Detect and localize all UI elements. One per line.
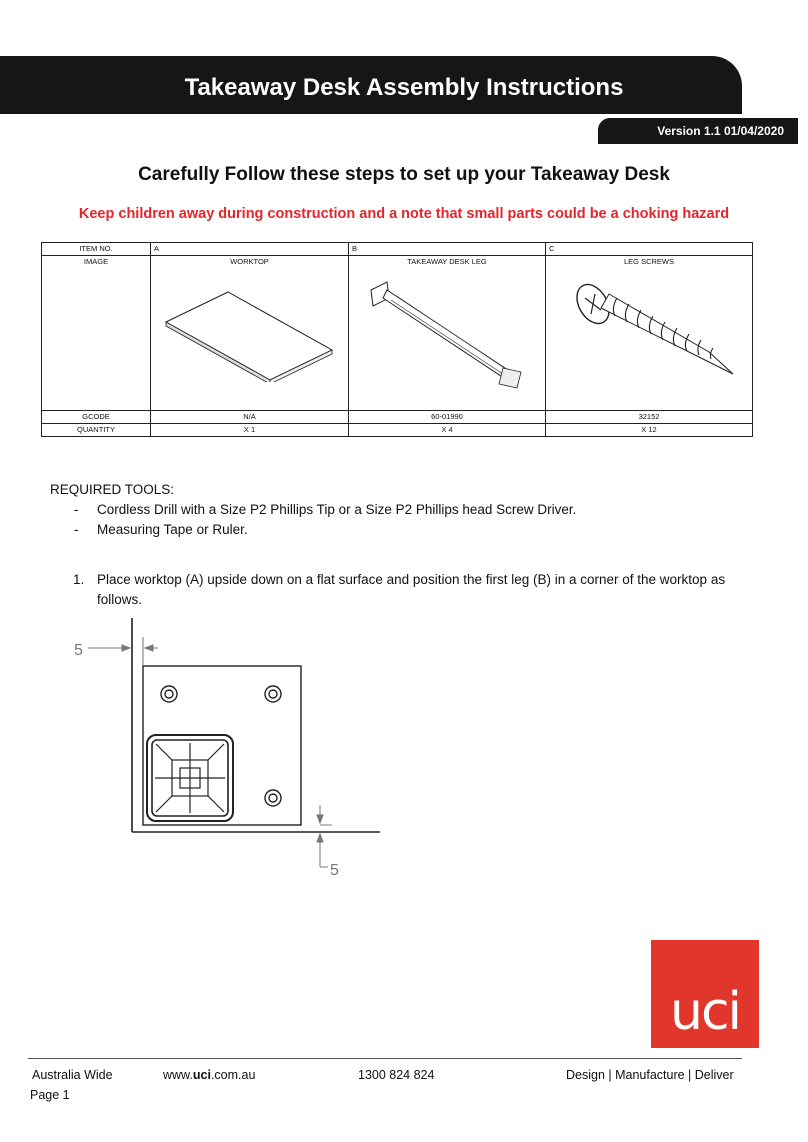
footer-website[interactable] xyxy=(163,1068,255,1082)
row-label-quantity: QUANTITY xyxy=(42,424,151,437)
page-heading: Carefully Follow these steps to set up your Takeaway Desk xyxy=(138,164,670,185)
web-suffix: .com.au xyxy=(210,1068,256,1082)
table-row-item-no xyxy=(42,243,753,256)
tool-item xyxy=(50,520,576,540)
tool-item xyxy=(50,500,576,520)
gcode-b: 60-01990 xyxy=(349,411,546,424)
item-no-b: B xyxy=(349,243,546,256)
tool-bullet: - xyxy=(74,502,79,517)
uci-logo xyxy=(651,940,759,1048)
dimension-label-top: 5 xyxy=(74,642,83,659)
tools-title: REQUIRED TOOLS: xyxy=(50,482,175,497)
item-name-screws: LEG SCREWS xyxy=(623,257,674,266)
tools-list xyxy=(50,500,576,540)
quantity-a: X 1 xyxy=(151,424,349,437)
footer-region: Australia Wide xyxy=(32,1068,113,1082)
step-number: 1. xyxy=(73,572,85,587)
web-prefix: www. xyxy=(163,1068,193,1082)
image-cell-screw xyxy=(546,256,753,411)
document-title: Takeaway Desk Assembly Instructions xyxy=(184,74,624,101)
table-row-gcode xyxy=(42,411,753,424)
desk-leg-image xyxy=(357,272,537,397)
logo-text: uci xyxy=(670,982,740,1042)
row-label-image: IMAGE xyxy=(42,256,151,411)
footer-tagline: Design | Manufacture | Deliver xyxy=(566,1068,734,1082)
image-cell-worktop xyxy=(151,256,349,411)
screw-image xyxy=(559,272,739,387)
dimension-label-bottom: 5 xyxy=(330,862,339,879)
quantity-c: X 12 xyxy=(546,424,753,437)
worktop-image xyxy=(160,272,340,382)
footer-phone: 1300 824 824 xyxy=(358,1068,435,1082)
table-row-image xyxy=(42,256,753,411)
quantity-b: X 4 xyxy=(349,424,546,437)
leg-placement-diagram xyxy=(70,615,380,885)
item-name-worktop: WORKTOP xyxy=(230,257,269,266)
row-label-gcode: GCODE xyxy=(42,411,151,424)
safety-warning: Keep children away during construction and a note that small parts could be a choking hazard xyxy=(78,206,730,222)
step-text: Place worktop (A) upside down on a flat surface and position the first leg (B) in a corner of the worktop as follows. xyxy=(97,572,726,607)
tool-bullet: - xyxy=(74,522,79,537)
footer-divider xyxy=(28,1058,742,1059)
image-cell-leg xyxy=(349,256,546,411)
table-row-quantity xyxy=(42,424,753,437)
item-no-c: C xyxy=(546,243,753,256)
step-1 xyxy=(73,570,743,610)
page-number: Page 1 xyxy=(30,1088,70,1102)
version-tab xyxy=(598,118,798,144)
row-label-item-no: ITEM NO. xyxy=(42,243,151,256)
web-brand: uci xyxy=(192,1068,211,1082)
item-name-leg: TAKEAWAY DESK LEG xyxy=(407,257,487,266)
required-tools xyxy=(50,480,576,540)
item-no-a: A xyxy=(151,243,349,256)
gcode-a: N/A xyxy=(151,411,349,424)
version-label: Version 1.1 01/04/2020 xyxy=(657,124,784,138)
tool-text: Cordless Drill with a Size P2 Phillips Tip or a Size P2 Phillips head Screw Driver. xyxy=(97,502,577,517)
tool-text: Measuring Tape or Ruler. xyxy=(97,522,248,537)
gcode-c: 32152 xyxy=(546,411,753,424)
parts-table xyxy=(41,242,753,437)
